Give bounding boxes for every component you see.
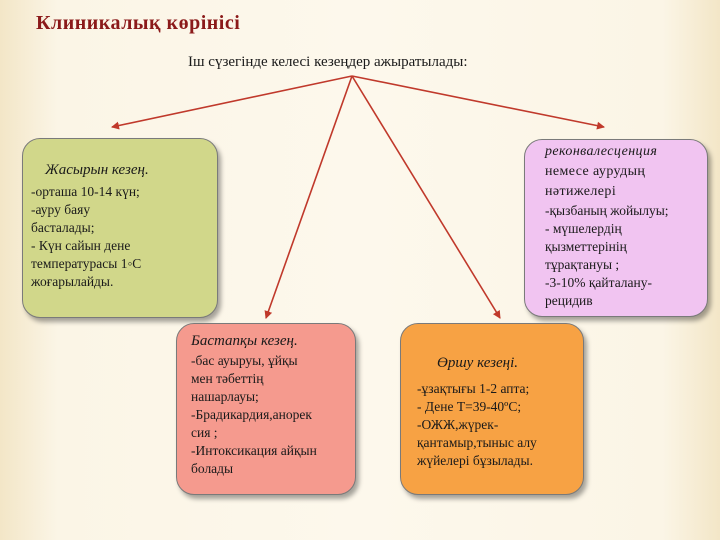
latent-line: - Күн сайын дене bbox=[31, 238, 131, 253]
convalescence-heading: нәтижелері bbox=[545, 184, 617, 199]
peak-stage-box bbox=[400, 323, 584, 495]
initial-line: нашарлауы; bbox=[191, 389, 259, 404]
initial-line: мен тәбеттің bbox=[191, 371, 264, 386]
convalescence-line: рецидив bbox=[545, 293, 593, 308]
convalescence-line: - мүшелердің bbox=[545, 221, 622, 236]
peak-line: - Дене Т=39-40ºС; bbox=[417, 399, 522, 414]
initial-line: болады bbox=[191, 461, 234, 476]
convalescence-line: -қызбаның жойылуы; bbox=[545, 203, 669, 218]
arrow-to-latent bbox=[112, 76, 352, 127]
latent-line: температурасы 1◦С bbox=[31, 256, 142, 271]
initial-line: -Брадикардия,анорек bbox=[191, 407, 312, 422]
peak-line: қантамыр,тыныс алу bbox=[417, 435, 537, 450]
convalescence-line: тұрақтануы ; bbox=[545, 257, 620, 272]
initial-stage-box bbox=[176, 323, 356, 495]
convalescence-heading: реконвалесценция bbox=[545, 144, 658, 159]
convalescence-heading: немесе аурудың bbox=[545, 164, 646, 179]
arrow-to-peak bbox=[352, 76, 500, 318]
latent-stage-heading: Жасырын кезең. bbox=[45, 162, 149, 178]
initial-stage-heading: Бастапқы кезең. bbox=[191, 333, 298, 349]
peak-line: жүйелері бұзылады. bbox=[417, 453, 533, 468]
initial-line: сия ; bbox=[191, 425, 218, 440]
peak-line: -ОЖЖ,жүрек- bbox=[417, 417, 499, 432]
latent-stage-box bbox=[22, 138, 218, 318]
latent-line: жоғарылайды. bbox=[31, 274, 114, 289]
convalescence-line: -3-10% қайталану- bbox=[545, 275, 653, 290]
arrow-to-initial bbox=[266, 76, 352, 318]
latent-line: -орташа 10-14 күн; bbox=[31, 184, 140, 199]
slide-subtitle: Іш сүзегінде келесі кезеңдер ажыратылады: bbox=[188, 54, 468, 70]
initial-line: -бас ауыруы, ұйқы bbox=[191, 353, 298, 368]
convalescence-line: қызметтерінің bbox=[545, 239, 627, 254]
latent-line: -ауру баяу bbox=[31, 202, 91, 217]
arrow-to-convalescence bbox=[352, 76, 604, 127]
convalescence-stage-box bbox=[524, 139, 708, 317]
peak-line: -ұзақтығы 1-2 апта; bbox=[417, 381, 530, 396]
peak-stage-heading: Өршу кезеңі. bbox=[437, 355, 519, 371]
latent-line: басталады; bbox=[31, 220, 95, 235]
slide-title: Клиникалық көрінісі bbox=[36, 12, 241, 34]
initial-line: -Интоксикация айқын bbox=[191, 443, 317, 458]
